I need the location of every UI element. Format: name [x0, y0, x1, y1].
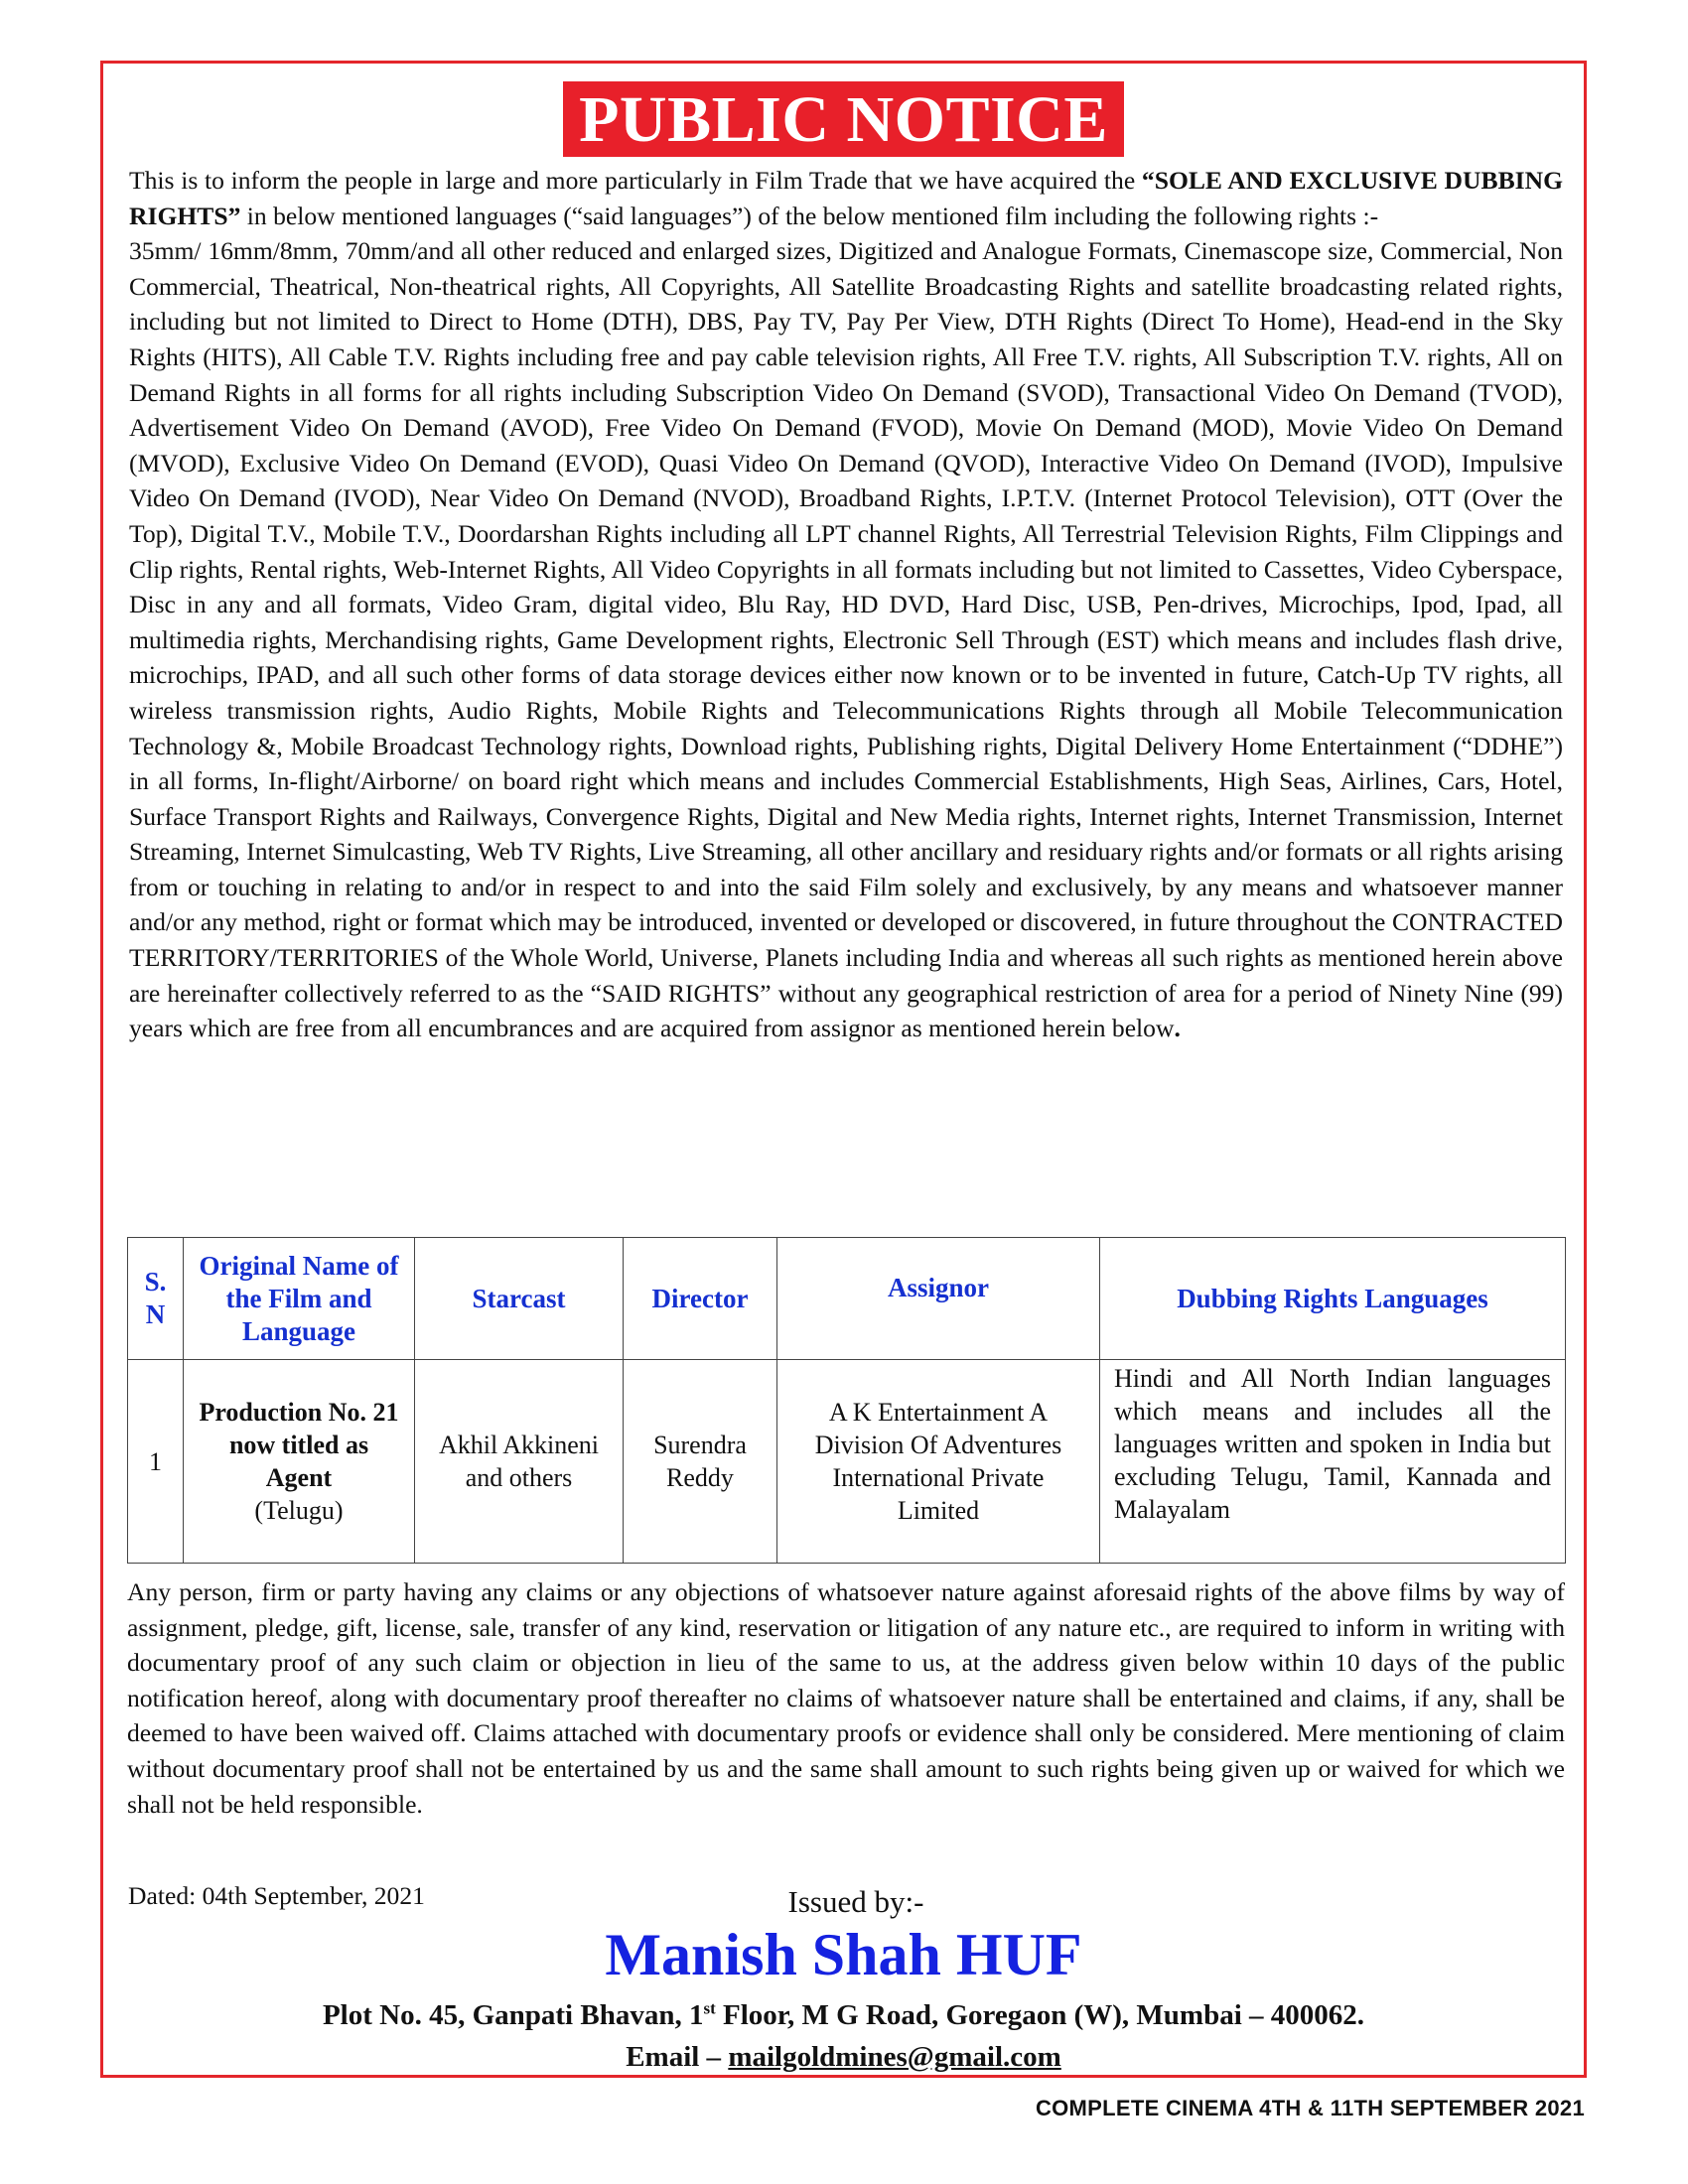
intro-text	[129, 163, 1563, 1046]
address-part1: Plot No. 45, Ganpati Bhavan, 1	[322, 1999, 704, 2031]
email-label: Email –	[626, 2041, 729, 2073]
intro-paragraph	[129, 163, 1563, 233]
film-name: Production No. 21 now titled as Agent	[199, 1398, 399, 1492]
languages-text: Hindi and All North Indian languages which means and includes all the languages written and spoken in India but excluding Telugu, Tamil, Kannada and	[1114, 1364, 1551, 1491]
notice-title: PUBLIC NOTICE	[563, 81, 1124, 157]
notice-frame	[100, 61, 1587, 2078]
header-sn	[128, 1238, 184, 1360]
header-sn-line1: S.	[144, 1267, 167, 1297]
publication-footer: COMPLETE CINEMA 4TH & 11TH SEPTEMBER 2021	[1035, 2096, 1585, 2120]
header-film: Original Name of the Film and Language	[184, 1238, 415, 1360]
email-link[interactable]: mailgoldmines@gmail.com	[728, 2041, 1061, 2073]
issuer-address	[103, 1995, 1584, 2035]
issuer-email	[103, 2037, 1584, 2077]
cell-film	[184, 1360, 415, 1564]
table-header-row	[128, 1238, 1566, 1360]
film-language: (Telugu)	[254, 1496, 344, 1525]
cell-sn: 1	[128, 1360, 184, 1564]
intro-part-a: This is to inform the people in large and more particularly in Film Trade that we have acquired the	[129, 166, 1142, 195]
header-starcast: Starcast	[415, 1238, 624, 1360]
rights-table	[127, 1237, 1566, 1564]
issued-by-label: Issued by:-	[787, 1884, 924, 1919]
address-part2: Floor, M G Road, Goregaon (W), Mumbai – 400062.	[715, 1999, 1365, 2031]
rights-end: .	[1174, 1014, 1181, 1043]
issuer-name: Manish Shah HUF	[605, 1922, 1082, 1987]
cell-languages	[1100, 1360, 1566, 1564]
cell-starcast: Akhil Akkineni and others	[415, 1360, 624, 1564]
title-wrap	[103, 81, 1584, 157]
cell-director: Surendra Reddy	[624, 1360, 777, 1564]
header-assignor: Assignor	[777, 1238, 1100, 1360]
cell-assignor: A K Entertainment A Division Of Adventures International Private Limited	[777, 1360, 1100, 1564]
rights-text: 35mm/ 16mm/8mm, 70mm/and all other reduced and enlarged sizes, Digitized and Analogue Formats, Cinemascope size, Commercial, Non Commercial, Theatrical, Non-theatrical rights, All Copyrights, All Satellite Broadcasting Rights and satellite broadcasting related rights, including but not limited to Direct to Home (DTH), DBS, Pay TV, Pay Per View, DTH Rights (Direct To Home), Head-end in the Sky Rights (HITS), All Cable T.V. Rights including free and pay cable television rights, All Free T.V. rights, All Subscription T.V. rights, All on Demand Rights in all forms for all rights including Subscription Video On Demand (SVOD), Transactional Video On Demand (TVOD), Advertisement Video On Demand (AVOD), Free Video On Demand (FVOD), Movie On Demand (MOD), Movie Video On Demand (MVOD), Exclusive Video On Demand (EVOD), Quasi Video On Demand (QVOD), Interactive Video On Demand (IVOD), Impulsive Video On Demand (IVOD), Near Video On Demand (NVOD), Broadband Rights, I.P.T.V. (Internet Protocol Television), OTT (Over the Top), Digital T.V., Mobile T.V., Doordarshan Rights including all LPT channel Rights, All Terrestrial Television Rights, Film Clippings and Clip rights, Rental rights, Web-Internet Rights, All Video Copyrights in all formats including but not limited to Cassettes, Video Cyberspace, Disc in any and all formats, Video Gram, digital video, Blu Ray, HD DVD, Hard Disc, USB, Pen-drives, Microchips, Ipod, Ipad, all multimedia rights, Merchandising rights, Game Development rights, Electronic Sell Through (EST) which means and includes flash drive, microchips, IPAD, and all such other forms of data storage devices either now known or to be invented in future, Catch-Up TV rights, all wireless transmission rights, Audio Rights, Mobile Rights and Telecommunications Rights through all Mobile Telecommunication Technology &, Mobile Broadcast Technology rights, Download rights, Publishing rights, Digital Delivery Home Entertainment (“DDHE”) in all forms, In-flight/Airborne/ on board right which means and includes Commercial Establishments, High Seas, Airlines, Cars, Hotel, Surface Transport Rights and Railways, Convergence Rights, Digital and New Media rights, Internet rights, Internet Transmission, Internet Streaming, Internet Simulcasting, Web TV Rights, Live Streaming, all other ancillary and residuary rights and/or formats or all rights arising from or touching in relating to and/or in respect to and into the said Film solely and exclusively, by any means and whatsoever manner and/or any method, right or format which may be introduced, invented or developed or discovered, in future throughout the CONTRACTED TERRITORY/TERRITORIES of the Whole World, Universe, Planets including India and whereas all such rights as mentioned herein above are hereinafter collectively referred to as the “SAID RIGHTS” without any geographical restriction of area for a period of Ninety Nine (99) years which are free from all encumbrances and are acquired from assignor as mentioned herein below	[129, 236, 1563, 1043]
intro-part-b: in below mentioned languages (“said languages”) of the below mentioned film including the following rights :-	[240, 201, 1379, 230]
header-director: Director	[624, 1238, 777, 1360]
header-sn-line2: N	[145, 1299, 166, 1329]
intro-bold: “SOLE AND EXCLUSIVE DUBBING RIGHTS”	[129, 166, 1564, 230]
rights-paragraph	[129, 233, 1563, 1046]
claims-paragraph: Any person, firm or party having any claims or any objections of whatsoever nature against aforesaid rights of the above films by way of assignment, pledge, gift, license, sale, transfer of any kind, reservation or litigation of any nature etc., are required to inform in writing with documentary proof of any such claim or objection in lieu of the same to us, at the address given below within 10 days of the public notification hereof, along with documentary proof thereafter no claims of whatsoever nature shall be entertained and claims, if any, shall be deemed to have been waived off. Claims attached with documentary proofs or evidence shall only be considered. Mere mentioning of claim without documentary proof shall not be entertained by us and the same shall amount to such rights being given up or waived for which we shall not be held responsible.	[127, 1577, 1565, 1819]
header-languages: Dubbing Rights Languages	[1100, 1238, 1566, 1360]
address-sup: st	[703, 1998, 716, 2018]
dated-line: Dated: 04th September, 2021	[128, 1881, 425, 1910]
table-row	[128, 1360, 1566, 1564]
languages-last: Malayalam	[1114, 1495, 1230, 1524]
